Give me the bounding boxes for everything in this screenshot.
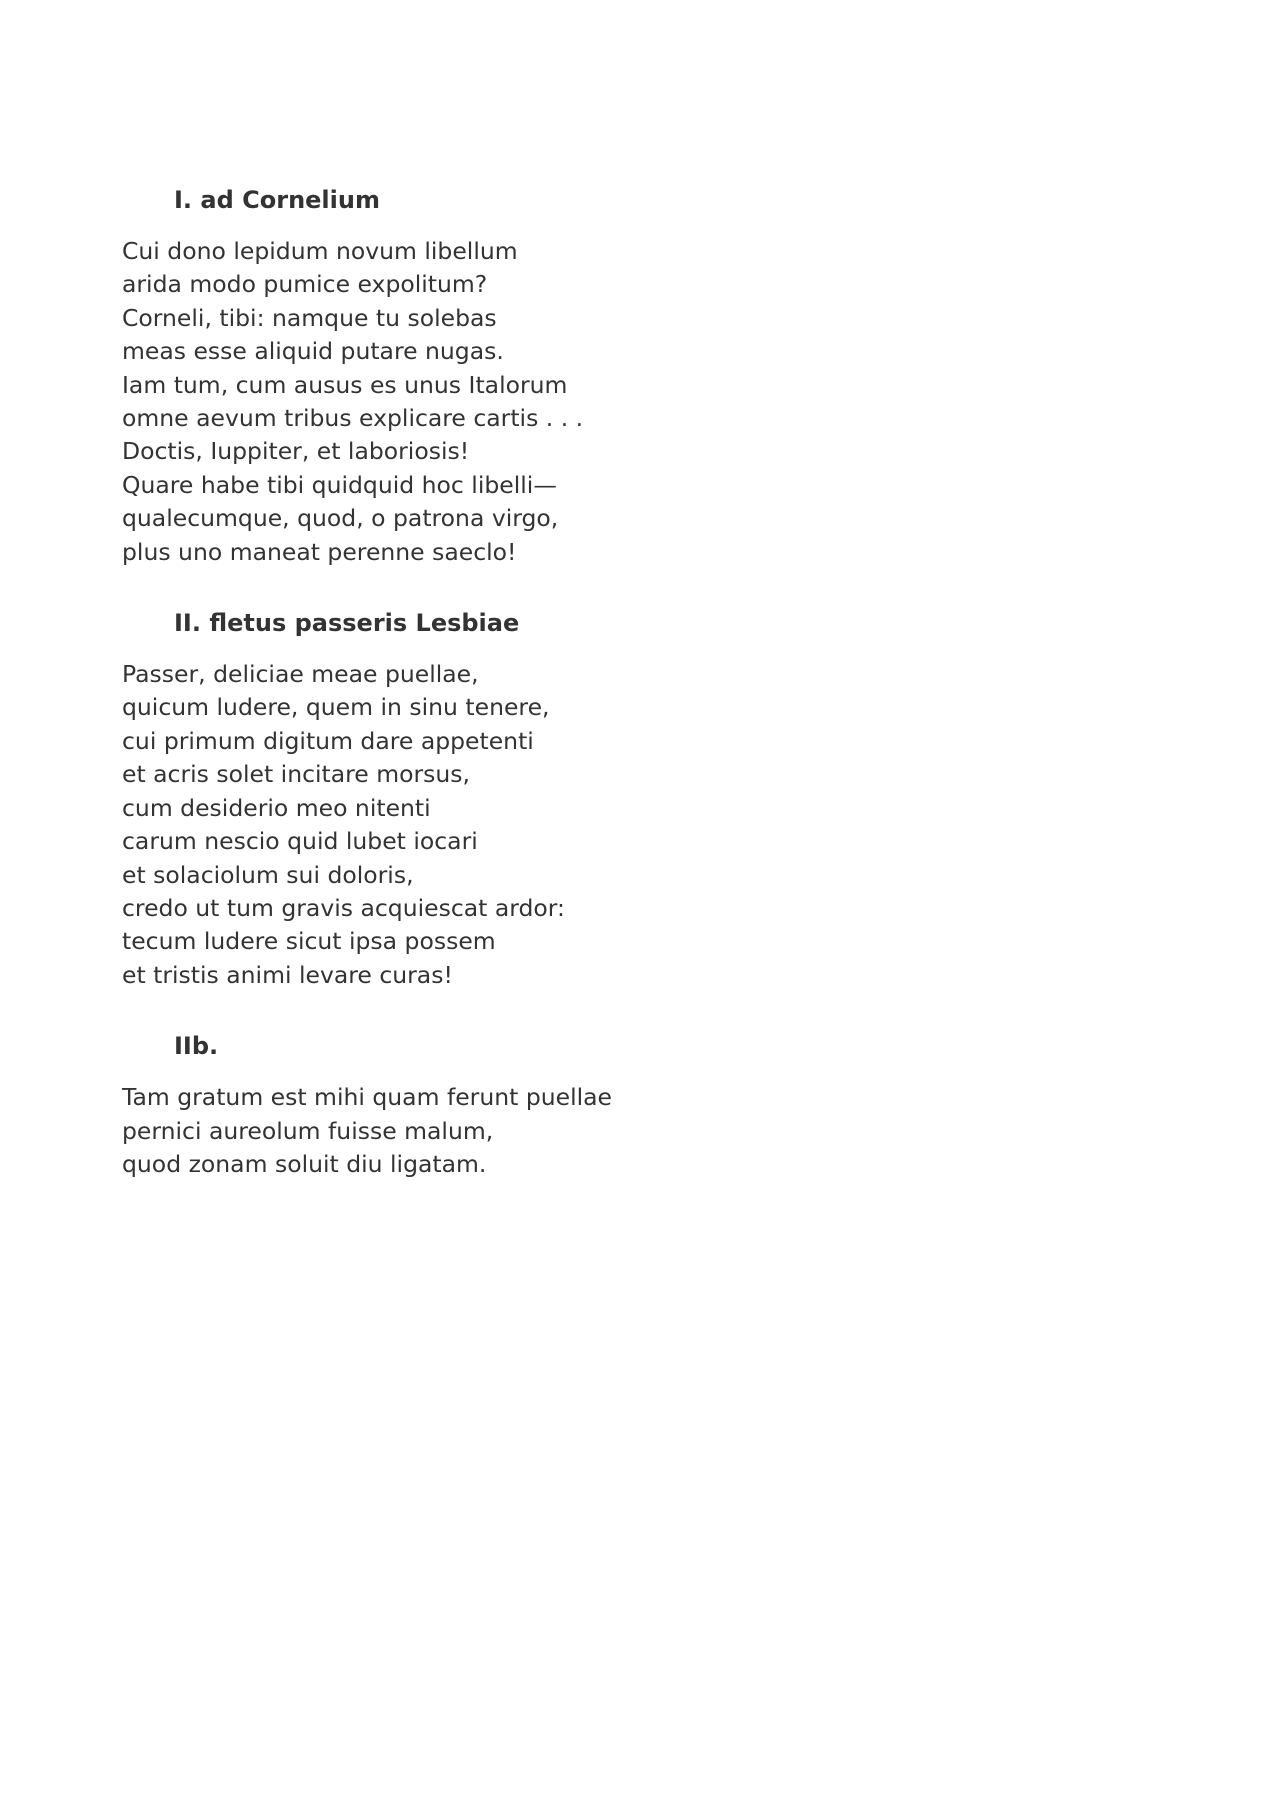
verse-line: quicum ludere, quem in sinu tenere,: [122, 693, 550, 722]
poem-ad-cornelium: [122, 182, 1022, 569]
poem-iib: [122, 1028, 1022, 1181]
verse-line: pernici aureolum fuisse malum,: [122, 1116, 494, 1145]
document-page: [122, 182, 1022, 1217]
verse-line: carum nescio quid lubet iocari: [122, 827, 478, 856]
verse-line: Corneli, tibi: namque tu solebas: [122, 303, 497, 332]
verse-line: plus uno maneat perenne saeclo!: [122, 537, 517, 566]
verse-line: Passer, deliciae meae puellae,: [122, 660, 479, 689]
verse-line: Tam gratum est mihi quam ferunt puellae: [122, 1083, 613, 1112]
poem-verse: [122, 658, 1022, 992]
poem-title: I. ad Cornelium: [174, 186, 380, 214]
verse-line: tecum ludere sicut ipsa possem: [122, 927, 496, 956]
poem-title: II. fletus passeris Lesbiae: [174, 609, 520, 638]
verse-line: Doctis, Iuppiter, et laboriosis!: [122, 437, 470, 466]
verse-line: arida modo pumice expolitum?: [122, 270, 488, 299]
poem-fletus-passeris: [122, 605, 1022, 992]
verse-line: meas esse aliquid putare nugas.: [122, 337, 504, 366]
verse-line: et solaciolum sui doloris,: [122, 860, 414, 889]
verse-line: credo ut tum gravis acquiescat ardor:: [122, 893, 565, 922]
verse-line: Quare habe tibi quidquid hoc libelli—: [122, 470, 557, 499]
verse-line: cui primum digitum dare appetenti: [122, 726, 534, 755]
verse-line: Cui dono lepidum novum libellum: [122, 237, 518, 265]
poem-verse: [122, 1081, 1022, 1181]
poem-verse: [122, 235, 1022, 569]
verse-line: omne aevum tribus explicare cartis . . .: [122, 404, 584, 433]
poem-title: IIb.: [174, 1032, 219, 1061]
verse-line: Iam tum, cum ausus es unus Italorum: [122, 370, 568, 399]
verse-line: quod zonam soluit diu ligatam.: [122, 1149, 487, 1178]
verse-line: cum desiderio meo nitenti: [122, 793, 431, 822]
verse-line: et tristis animi levare curas!: [122, 960, 453, 989]
verse-line: et acris solet incitare morsus,: [122, 760, 471, 789]
verse-line: qualecumque, quod, o patrona virgo,: [122, 504, 559, 533]
